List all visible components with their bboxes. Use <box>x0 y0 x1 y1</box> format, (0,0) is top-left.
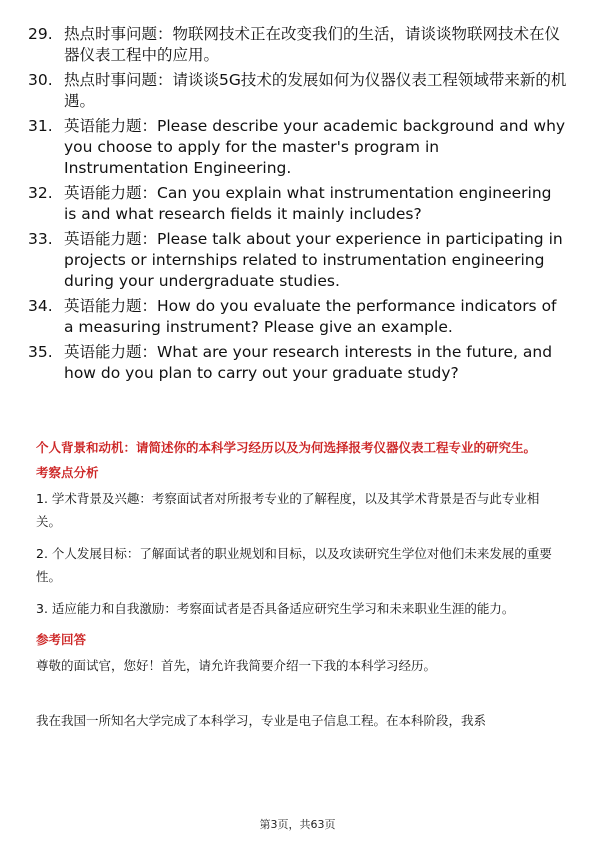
question-number: 32. <box>28 184 53 202</box>
question-item <box>28 24 568 66</box>
section-heading: 个人背景和动机：请简述你的本科学习经历以及为何选择报考仪器仪表工程专业的研究生。 <box>36 440 537 455</box>
question-number: 29. <box>28 25 53 43</box>
question-item <box>28 183 568 225</box>
question-text: 英语能力题：Please describe your academic background and why you choose to apply for the master's program in Instrumentation Engineering. <box>64 117 566 177</box>
question-number: 31. <box>28 117 53 135</box>
question-text: 热点时事问题：请谈谈5G技术的发展如何为仪器仪表工程领域带来新的机遇。 <box>64 71 567 110</box>
analysis-title: 考察点分析 <box>36 465 99 480</box>
question-item <box>28 296 568 338</box>
question-item <box>28 70 568 112</box>
page-footer: 第3页，共63页 <box>259 818 336 831</box>
answer-paragraph: 尊敬的面试官，您好！首先，请允许我简要介绍一下我的本科学习经历。 <box>36 658 437 673</box>
question-item <box>28 342 568 384</box>
question-number: 30. <box>28 71 53 89</box>
question-text: 英语能力题：Please talk about your experience in participating in projects or internships related to instrumentation engineering during your undergraduate studies. <box>64 230 563 290</box>
question-item <box>28 229 568 292</box>
question-text: 英语能力题：Can you explain what instrumentation engineering is and what research fields it mainly includes? <box>64 184 552 223</box>
question-number: 33. <box>28 230 53 248</box>
question-item <box>28 116 568 179</box>
question-text: 英语能力题：How do you evaluate the performance indicators of a measuring instrument? Please give an example. <box>64 297 557 336</box>
analysis-point: 2. 个人发展目标：了解面试者的职业规划和目标，以及攻读研究生学位对他们未来发展的重要性。 <box>36 546 552 584</box>
question-text: 英语能力题：What are your research interests in the future, and how do you plan to carry out your graduate study? <box>64 343 553 382</box>
question-list <box>28 24 568 388</box>
answer-title: 参考回答 <box>36 632 87 647</box>
answer-section <box>36 438 564 741</box>
question-number: 34. <box>28 297 53 315</box>
question-text: 热点时事问题：物联网技术正在改变我们的生活，请谈谈物联网技术在仪器仪表工程中的应用。 <box>64 25 561 64</box>
analysis-point: 1. 学术背景及兴趣：考察面试者对所报考专业的了解程度，以及其学术背景是否与此专业相关。 <box>36 491 540 529</box>
question-number: 35. <box>28 343 53 361</box>
analysis-point: 3. 适应能力和自我激励：考察面试者是否具备适应研究生学习和未来职业生涯的能力。 <box>36 601 515 616</box>
answer-paragraph: 我在我国一所知名大学完成了本科学习，专业是电子信息工程。在本科阶段，我系 <box>36 713 487 728</box>
